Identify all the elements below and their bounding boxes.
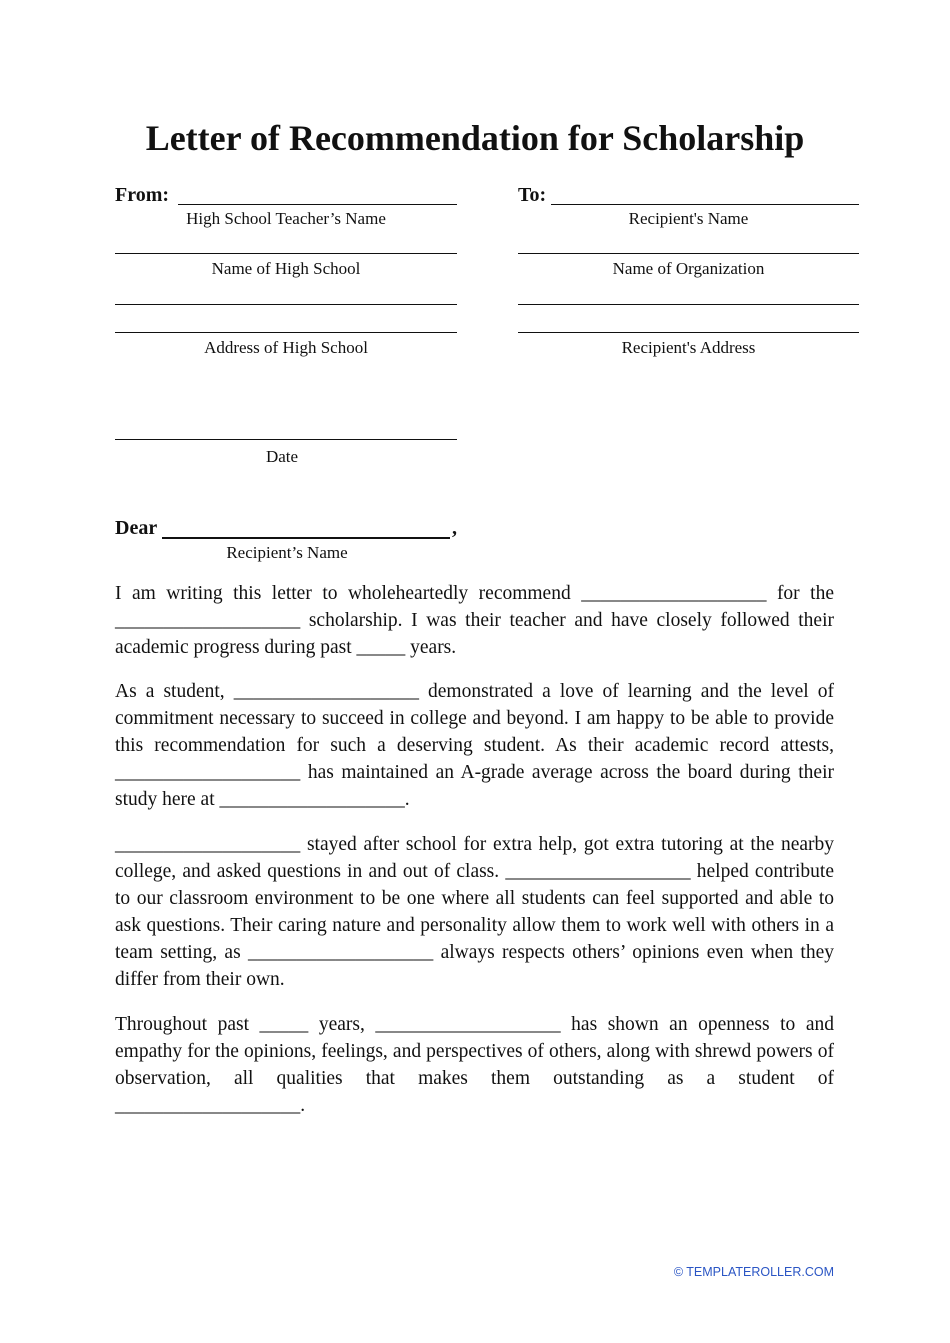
footer-copyright[interactable]: © TEMPLATEROLLER.COM bbox=[673, 1265, 834, 1279]
body-paragraph-2: As a student, ___________________ demonstrated a love of learning and the level of commitment necessary to succeed in college and beyond. I am happy to be able to provide this recommendation for such a deserving student. As their academic record attests, ___________________ has maintained an A-grade average across the board during their study here at ___________________. bbox=[115, 681, 834, 810]
recipient-address-line-1[interactable] bbox=[518, 304, 859, 305]
organization-name-label: Name of Organization bbox=[612, 259, 765, 278]
document-title: Letter of Recommendation for Scholarship bbox=[145, 118, 805, 158]
salutation-comma: , bbox=[452, 517, 457, 539]
body-paragraph-4: Throughout past _____ years, ___________________ has shown an openness to and empathy for the opinions, feelings, and perspectives of others, along with shrewd powers of observation, all qualities that makes them outstanding as a student of ___________________. bbox=[115, 1014, 834, 1116]
to-heading: To: bbox=[518, 184, 547, 206]
recipient-name-line[interactable] bbox=[551, 204, 859, 205]
body-paragraph-1: I am writing this letter to wholeheartedly recommend ___________________ for the ___________________ scholarship. I was their teacher and have closely followed their academic progress during past _____ years. bbox=[115, 583, 834, 658]
recipient-name-label: Recipient's Name bbox=[628, 209, 749, 228]
recipient-address-line-2[interactable] bbox=[518, 332, 859, 333]
salutation-name-line[interactable] bbox=[162, 537, 450, 539]
school-address-label: Address of High School bbox=[204, 338, 368, 357]
school-address-line-1[interactable] bbox=[115, 304, 457, 305]
salutation-dear: Dear bbox=[115, 517, 158, 539]
school-address-line-2[interactable] bbox=[115, 332, 457, 333]
body-paragraph-3: ___________________ stayed after school for extra help, got extra tutoring at the nearby college, and asked questions in and out of class. ___________________ helped contribute to our classroom environment to be one where all students can feel supported and able to ask questions. Their caring nature and personality allow them to work well with others in a team setting, as ___________________ always respects others’ opinions even when they differ from their own. bbox=[115, 834, 834, 990]
date-line[interactable] bbox=[115, 439, 457, 440]
school-name-label: Name of High School bbox=[211, 259, 361, 278]
date-label: Date bbox=[265, 447, 299, 466]
salutation-name-label: Recipient’s Name bbox=[226, 543, 348, 562]
teacher-name-label: High School Teacher’s Name bbox=[186, 209, 386, 228]
organization-name-line[interactable] bbox=[518, 253, 859, 254]
recipient-address-label: Recipient's Address bbox=[621, 338, 756, 357]
school-name-line[interactable] bbox=[115, 253, 457, 254]
from-heading: From: bbox=[115, 184, 170, 206]
teacher-name-line[interactable] bbox=[178, 204, 457, 205]
